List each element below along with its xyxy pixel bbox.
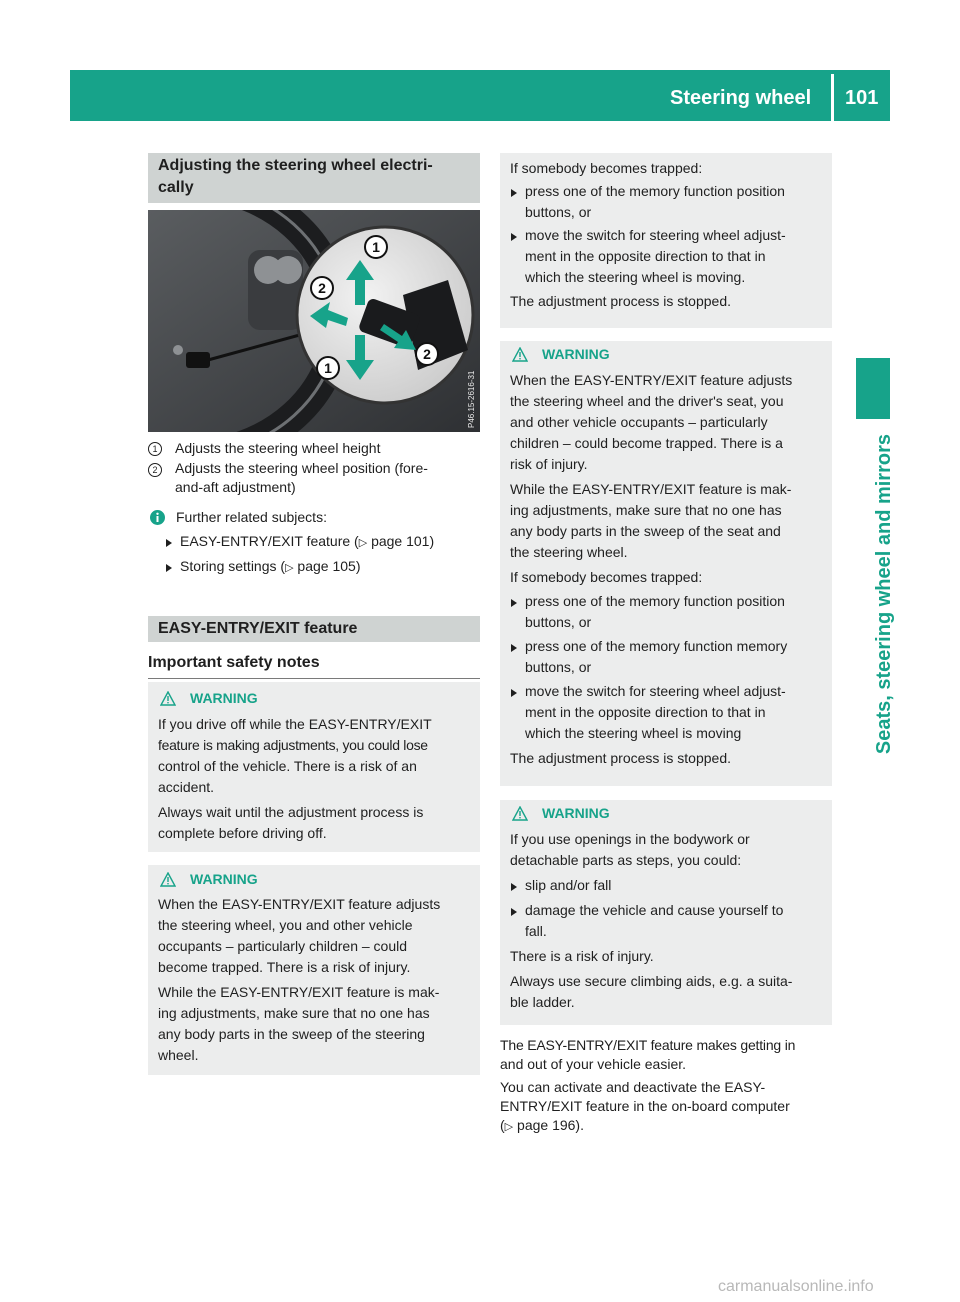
warning1-line: accident. [158, 779, 215, 795]
section-heading-line1: Adjusting the steering wheel electri- [158, 157, 433, 174]
page-ref-arrow-icon: ▷ [285, 562, 294, 574]
warning-box-3 [500, 341, 832, 786]
list-item: move the switch for steering wheel adjust- ment in the opposite direction to that in which the steering wheel is moving [510, 681, 832, 744]
body-line: The EASY-ENTRY/EXIT feature makes getting in [500, 1037, 796, 1053]
callout-1-top: 1 [372, 239, 380, 255]
warning-triangle-icon [512, 806, 528, 821]
side-tab-marker [856, 358, 890, 419]
warning2-line: ing adjustments, make sure that no one has [158, 1005, 430, 1021]
legend-marker-2: 2 [148, 463, 162, 477]
info-title: Further related subjects: [176, 509, 327, 525]
legend-item [148, 459, 483, 497]
steering-illustration [148, 210, 480, 432]
warning1-line: feature is making adjustments, you could lose [158, 737, 428, 753]
warning3-line: the steering wheel. [510, 544, 628, 560]
warning2-line: the steering wheel, you and other vehicle [158, 917, 413, 933]
warning3-line: any body parts in the sweep of the seat and [510, 523, 781, 539]
steering-figure [148, 210, 480, 432]
warning3-line: children – could become trapped. There is a [510, 435, 783, 451]
page-ref-arrow-icon: ▷ [504, 1121, 514, 1133]
warning4-line: If you use openings in the bodywork or [510, 831, 750, 847]
list-item: move the switch for steering wheel adjust- ment in the opposite direction to that in which the steering wheel is moving. [510, 225, 832, 288]
header-separator [831, 74, 834, 121]
section-heading-band [148, 153, 480, 203]
warning3-outro: The adjustment process is stopped. [510, 750, 732, 766]
callout-2-left: 2 [318, 280, 326, 296]
warning1-line: Always wait until the adjustment process is [158, 804, 424, 820]
warning3-line: While the EASY-ENTRY/EXIT feature is mak- [510, 481, 792, 497]
figure-code: P46.15-2616-31 [467, 370, 476, 428]
warning-triangle-icon [512, 347, 528, 362]
warning-title-2: WARNING [160, 871, 258, 887]
list-item: damage the vehicle and cause yourself to fall. [510, 900, 832, 942]
warning4-line: ble ladder. [510, 994, 575, 1010]
legend-text-2a: Adjusts the steering wheel position (fore- [175, 460, 428, 476]
warning4-line: Always use secure climbing aids, e.g. a suita- [510, 973, 793, 989]
warning4-line: There is a risk of injury. [510, 948, 654, 964]
page-number: 101 [845, 87, 879, 109]
trapped-outro: The adjustment process is stopped. [510, 293, 732, 309]
subheading-safety-notes: Important safety notes [148, 654, 320, 671]
info-note [150, 507, 485, 579]
warning-box-2 [148, 865, 480, 1075]
warning2-line: While the EASY-ENTRY/EXIT feature is mak- [158, 984, 440, 1000]
warning1-line: If you drive off while the EASY-ENTRY/EXIT [158, 716, 432, 732]
body-line: ENTRY/EXIT feature in the on-board computer [500, 1098, 790, 1114]
warning3-line: When the EASY-ENTRY/EXIT feature adjusts [510, 372, 793, 388]
warning3-line: If somebody becomes trapped: [510, 569, 703, 585]
warning3-line: and other vehicle occupants – particularly [510, 414, 768, 430]
trapped-intro: If somebody becomes trapped: [510, 160, 703, 176]
trapped-box [500, 153, 832, 328]
warning-title-4: WARNING [512, 805, 610, 821]
warning-title-1: WARNING [160, 690, 258, 706]
header-title: Steering wheel [670, 87, 812, 109]
body-line: and out of your vehicle easier. [500, 1056, 687, 1072]
body-line: You can activate and deactivate the EASY- [500, 1079, 766, 1095]
list-item: press one of the memory function memory buttons, or [510, 636, 832, 678]
section-heading-easy-entry: EASY-ENTRY/EXIT feature [158, 620, 358, 637]
body-text [500, 1036, 836, 1137]
warning1-line: control of the vehicle. There is a risk of an [158, 758, 417, 774]
warning-box-4 [500, 800, 832, 1025]
warning2-line: become trapped. There is a risk of injury. [158, 959, 411, 975]
warning3-line: risk of injury. [510, 456, 588, 472]
callout-2-right: 2 [423, 346, 431, 362]
warning-title-3: WARNING [512, 346, 610, 362]
page-ref-arrow-icon: ▷ [358, 537, 368, 549]
warning2-line: any body parts in the sweep of the steering [158, 1026, 425, 1042]
warning2-line: wheel. [158, 1047, 199, 1063]
subheading-rule [148, 678, 480, 679]
warning2-line: When the EASY-ENTRY/EXIT feature adjusts [158, 896, 441, 912]
info-link-storing-settings[interactable]: Storing settings (▷ page 105) [165, 556, 485, 579]
figure-legend [148, 438, 483, 497]
warning-triangle-icon [160, 691, 176, 706]
side-tab-label: Seats, steering wheel and mirrors [873, 434, 895, 755]
info-link-easy-entry[interactable]: EASY-ENTRY/EXIT feature (▷ page 101) [165, 531, 485, 554]
page-reference-link[interactable]: (▷ page 196). [500, 1117, 584, 1133]
warning4-line: detachable parts as steps, you could: [510, 852, 742, 868]
list-item: slip and/or fall [510, 875, 832, 896]
warning3-line: the steering wheel and the driver's seat, you [510, 393, 784, 409]
legend-marker-1: 1 [148, 442, 162, 456]
watermark: carmanualsonline.info [718, 1278, 874, 1295]
legend-text-2b: and-aft adjustment) [175, 479, 296, 495]
callout-1-bottom: 1 [324, 360, 332, 376]
warning3-line: ing adjustments, make sure that no one has [510, 502, 782, 518]
list-item: press one of the memory function position buttons, or [510, 181, 832, 223]
warning2-line: occupants – particularly children – could [158, 938, 408, 954]
legend-text-1: Adjusts the steering wheel height [175, 440, 381, 456]
warning1-line: complete before driving off. [158, 825, 327, 841]
list-item: press one of the memory function position buttons, or [510, 591, 832, 633]
warning-box-1 [148, 682, 480, 852]
section-heading-band-2 [148, 616, 480, 642]
section-heading-line2: cally [158, 179, 194, 196]
legend-item [148, 438, 483, 459]
warning-triangle-icon [160, 872, 176, 887]
info-icon [150, 510, 165, 525]
